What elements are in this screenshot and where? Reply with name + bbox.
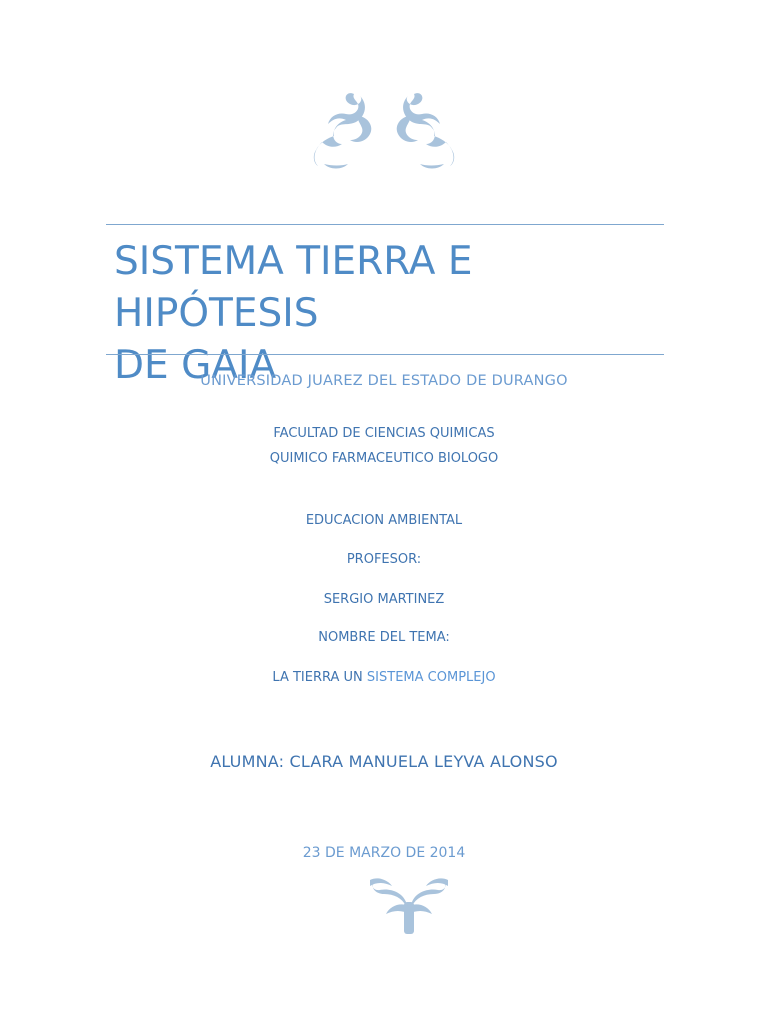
university-name: UNIVERSIDAD JUAREZ DEL ESTADO DE DURANGO (200, 373, 568, 389)
faculty-name: FACULTAD DE CIENCIAS QUIMICAS (273, 426, 495, 441)
top-divider (106, 224, 664, 225)
document-title (114, 236, 674, 392)
bottom-divider (106, 354, 664, 355)
topic-part-2: SISTEMA (366, 670, 424, 685)
document-date: 23 DE MARZO DE 2014 (302, 845, 466, 861)
title-line-1: SISTEMA TIERRA E HIPÓTESIS (114, 239, 473, 336)
subject-name: EDUCACION AMBIENTAL (305, 513, 463, 528)
topic-name (0, 670, 768, 685)
professor-label: PROFESOR: (346, 552, 422, 567)
topic-part-1: LA TIERRA UN (272, 670, 367, 685)
career-name: QUIMICO FARMACEUTICO BIOLOGO (269, 451, 499, 466)
floral-scroll-ornament-icon (308, 86, 460, 172)
floral-sprout-ornament-icon (366, 876, 452, 936)
student-name: ALUMNA: CLARA MANUELA LEYVA ALONSO (210, 752, 558, 771)
topic-label: NOMBRE DEL TEMA: (318, 630, 450, 645)
professor-name: SERGIO MARTINEZ (323, 592, 445, 607)
title-line-2: DE GAIA (114, 343, 277, 388)
topic-part-3: COMPLEJO (423, 670, 496, 685)
